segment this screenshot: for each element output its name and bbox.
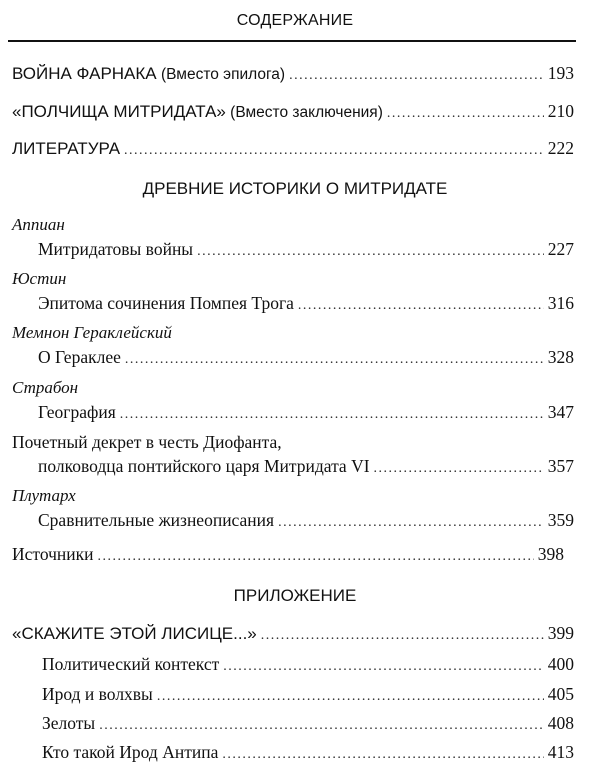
dot-leader (278, 512, 544, 534)
author-memnon: Мемнон Гераклейский (12, 323, 172, 342)
toc-entry-title: География (38, 402, 116, 422)
dot-leader (298, 295, 544, 317)
toc-entry-political-context[interactable] (42, 653, 574, 678)
toc-page-number: 227 (547, 239, 574, 259)
toc-page-number: 400 (547, 654, 574, 674)
section-heading-appendix: ПРИЛОЖЕНИЕ (233, 586, 357, 605)
toc-page-number: 316 (547, 293, 574, 313)
toc-page-number: 398 (537, 544, 564, 564)
author-plutarch: Плутарх (12, 486, 76, 505)
dot-leader (120, 404, 544, 426)
page-title: СОДЕРЖАНИЕ (236, 12, 354, 29)
dot-leader (374, 458, 544, 480)
toc-entry-caps: «ПОЛЧИЩА МИТРИДАТА» (12, 102, 226, 121)
toc-entry-parallel-lives[interactable] (38, 509, 574, 534)
toc-page-number: 399 (547, 623, 574, 643)
toc-entry-title (12, 622, 257, 645)
dot-leader (261, 625, 544, 647)
dot-leader (289, 65, 544, 87)
toc-entry-title: Митридатовы войны (38, 239, 194, 259)
dot-leader (387, 103, 544, 125)
toc-entry-zealots[interactable] (42, 712, 574, 737)
toc-entry-mithridatic-wars[interactable] (38, 238, 574, 263)
dot-leader (125, 349, 544, 371)
toc-page-number: 359 (547, 510, 574, 530)
toc-entry-title: Источники (12, 544, 94, 564)
toc-entry-caps: ЛИТЕРАТУРА (12, 139, 121, 158)
toc-entry-decree-line1: Почетный декрет в честь Диофанта, (12, 432, 282, 452)
toc-page-number: 210 (547, 101, 574, 121)
toc-entry-epitome[interactable] (38, 292, 574, 317)
toc-page-number: 222 (547, 138, 574, 158)
toc-page-number: 193 (547, 63, 574, 83)
dot-leader (157, 686, 544, 708)
dot-leader (223, 656, 543, 678)
toc-entry-sources[interactable] (12, 543, 564, 568)
toc-entry-caps: ВОЙНА ФАРНАКА (12, 64, 157, 83)
toc-entry-title: О Гераклее (38, 347, 121, 367)
toc-entry-heraclea[interactable] (38, 346, 574, 371)
dot-leader (222, 744, 543, 766)
dot-leader (197, 241, 544, 263)
header-rule (8, 40, 576, 42)
dot-leader (98, 546, 534, 568)
toc-entry-caps: «СКАЖИТЕ ЭТОЙ ЛИСИЦЕ...» (12, 624, 257, 643)
author-appian: Аппиан (12, 215, 65, 234)
toc-entry-title (12, 62, 285, 86)
toc-entry-note: (Вместо эпилога) (156, 66, 286, 83)
toc-entry-herod-antipas[interactable] (42, 741, 574, 766)
page-header (0, 0, 590, 42)
toc-entry-hordes-mithridates[interactable] (12, 100, 574, 125)
toc-entry-war-pharnaces[interactable] (12, 62, 574, 87)
toc-page-number: 347 (547, 402, 574, 422)
toc-entry-decree[interactable] (38, 455, 574, 480)
author-strabo: Страбон (12, 378, 79, 397)
toc-entry-herod-and-magi[interactable] (42, 683, 574, 708)
toc-entry-tell-that-fox[interactable] (12, 622, 574, 647)
toc-entry-title (12, 137, 120, 160)
toc-page-number: 413 (547, 742, 574, 762)
toc-entry-title: Зелоты (42, 713, 96, 733)
toc-entry-title: Кто такой Ирод Антипа (42, 742, 219, 762)
toc-entry-note: (Вместо заключения) (225, 104, 383, 121)
toc-page-number: 328 (547, 347, 574, 367)
toc-entry-title: полководца понтийского царя Митридата VI (38, 456, 370, 476)
toc-entry-title (12, 100, 383, 124)
toc-entry-literature[interactable] (12, 137, 574, 162)
toc-page-number: 405 (547, 684, 574, 704)
section-heading-ancient-historians: ДРЕВНИЕ ИСТОРИКИ О МИТРИДАТЕ (142, 179, 448, 198)
toc-entry-title: Политический контекст (42, 654, 220, 674)
toc-entry-geography[interactable] (38, 401, 574, 426)
toc-page-number: 357 (547, 456, 574, 476)
author-justin: Юстин (12, 269, 67, 288)
toc-entry-title: Сравнительные жизнеописания (38, 510, 275, 530)
toc-page-number: 408 (547, 713, 574, 733)
toc-entry-title: Ирод и волхвы (42, 684, 153, 704)
toc-entry-title: Эпитома сочинения Помпея Трога (38, 293, 294, 313)
dot-leader (99, 715, 544, 737)
dot-leader (124, 140, 544, 162)
